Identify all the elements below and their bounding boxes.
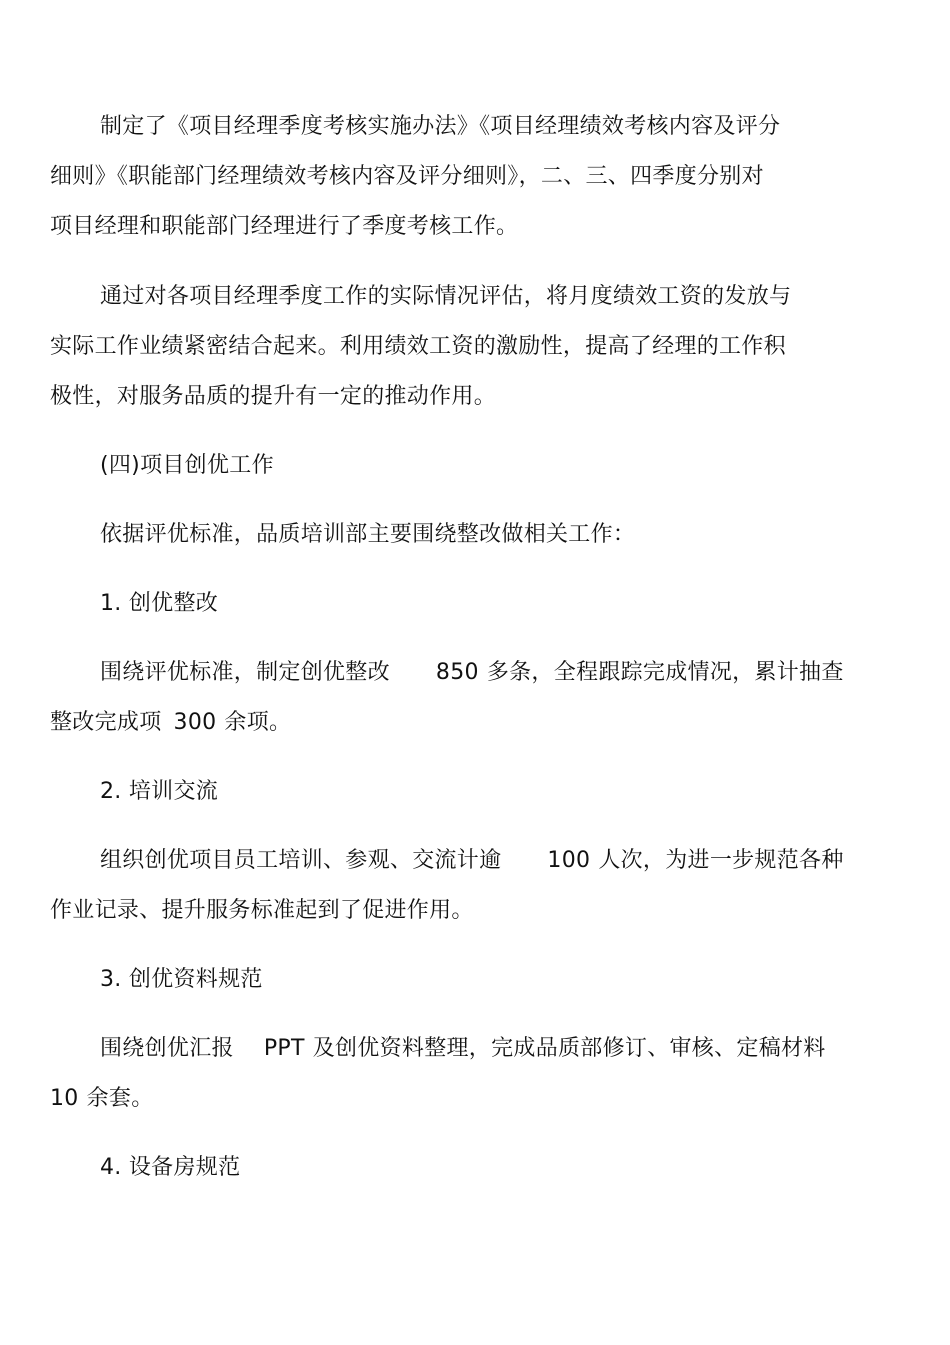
item1-number-850: 850 xyxy=(435,660,479,685)
item3-number-10: 10 xyxy=(50,1086,79,1111)
item1-text-d: 余项。 xyxy=(224,710,292,735)
item3-text-a: 围绕创优汇报 xyxy=(100,1036,234,1061)
para1-line2: 细则》《职能部门经理绩效考核内容及评分细则》，二、三、四季度分别对 xyxy=(50,164,764,189)
para1-line1: 制定了《项目经理季度考核实施办法》《项目经理绩效考核内容及评分 xyxy=(100,114,781,139)
item2-line1 xyxy=(100,847,844,875)
para2-line2: 实际工作业绩紧密结合起来。利用绩效工资的激励性，提高了经理的工作积 xyxy=(50,334,786,359)
item1-text-b: 多条，全程跟踪完成情况，累计抽查 xyxy=(486,660,844,685)
item2-text-a: 组织创优项目员工培训、参观、交流计逾 xyxy=(100,848,502,873)
item1-number-300: 300 xyxy=(173,710,217,735)
item3-text-c: 余套。 xyxy=(86,1086,154,1111)
item2-line2: 作业记录、提升服务标准起到了促进作用。 xyxy=(50,898,474,923)
item2-text-b: 人次，为进一步规范各种 xyxy=(598,848,844,873)
item3-line2 xyxy=(50,1085,154,1113)
para2-line1: 通过对各项目经理季度工作的实际情况评估，将月度绩效工资的发放与 xyxy=(100,284,792,309)
para2-line3: 极性，对服务品质的提升有一定的推动作用。 xyxy=(50,384,497,409)
item1-line2 xyxy=(50,709,291,737)
section-intro: 依据评优标准，品质培训部主要围绕整改做相关工作： xyxy=(100,522,636,547)
item1-text-a: 围绕评优标准，制定创优整改 xyxy=(100,660,390,685)
item2-number-100: 100 xyxy=(547,848,591,873)
item3-ppt: PPT xyxy=(263,1036,305,1061)
item4-heading: 4. 设备房规范 xyxy=(100,1155,241,1180)
item1-text-c: 整改完成项 xyxy=(50,710,162,735)
item3-text-b: 及创优资料整理，完成品质部修订、审核、定稿材料 xyxy=(312,1036,826,1061)
item2-heading: 2. 培训交流 xyxy=(100,779,219,804)
item3-heading: 3. 创优资料规范 xyxy=(100,967,263,992)
item1-heading: 1. 创优整改 xyxy=(100,591,219,616)
section-heading: (四)项目创优工作 xyxy=(100,453,274,478)
item3-line1 xyxy=(100,1035,826,1063)
item1-line1 xyxy=(100,659,844,687)
para1-line3: 项目经理和职能部门经理进行了季度考核工作。 xyxy=(50,214,519,239)
